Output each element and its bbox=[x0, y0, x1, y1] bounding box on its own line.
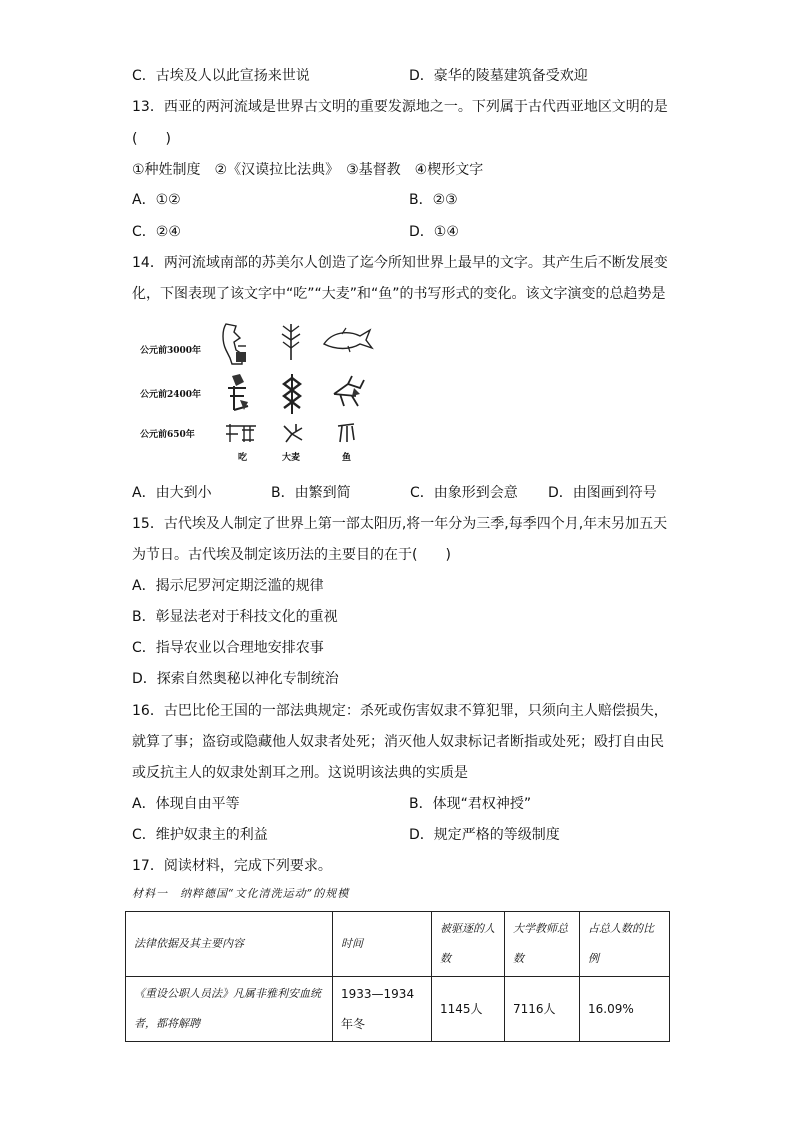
q15-stem-line-1: 15．古代埃及人制定了世界上第一部太阳历,将一年分为三季,每季四个月,年末另加五天 bbox=[132, 516, 668, 532]
glyph-eat-early-cuneiform bbox=[224, 372, 254, 414]
header-teacher-total: 大学教师总数 bbox=[505, 912, 580, 977]
glyph-label-fish: 鱼 bbox=[342, 453, 352, 463]
q12-option-d: D．豪华的陵墓建筑备受欢迎 bbox=[409, 68, 588, 84]
glyph-fish-early-cuneiform bbox=[330, 374, 366, 410]
q13-paren: ( ) bbox=[132, 131, 171, 147]
cuneiform-evolution-figure bbox=[140, 318, 390, 464]
q13-option-d: D．①④ bbox=[409, 224, 459, 240]
q13-stem: 13．西亚的两河流域是世界古文明的重要发源地之一。下列属于古代西亚地区文明的是 bbox=[132, 99, 668, 115]
header-legal-basis: 法律依据及其主要内容 bbox=[126, 912, 333, 977]
q14-option-a: A．由大到小 bbox=[132, 485, 212, 501]
header-ratio: 占总人数的比例 bbox=[580, 912, 670, 977]
q13-option-a: A．①② bbox=[132, 192, 181, 208]
glyph-fish-pictograph bbox=[322, 326, 374, 356]
material-one-caption: 材料一 纳粹德国“文化清洗运动”的规模 bbox=[132, 887, 350, 900]
q15-option-a: A．揭示尼罗河定期泛滥的规律 bbox=[132, 578, 324, 594]
header-time: 时间 bbox=[333, 912, 432, 977]
era-label-650bc: 公元前650年 bbox=[140, 430, 195, 440]
q13-option-b: B．②③ bbox=[409, 192, 458, 208]
q13-option-c: C．②④ bbox=[132, 224, 181, 240]
glyph-barley-pictograph bbox=[278, 322, 304, 362]
q12-option-c: C．古埃及人以此宣扬来世说 bbox=[132, 68, 310, 84]
q15-option-b: B．彰显法老对于科技文化的重视 bbox=[132, 609, 338, 625]
table-row bbox=[126, 977, 670, 1042]
q15-stem-line-2: 为节日。古代埃及制定该历法的主要目的在于( ) bbox=[132, 547, 451, 563]
glyph-label-barley: 大麦 bbox=[282, 453, 301, 463]
q15-option-d: D．探索自然奥秘以神化专制统治 bbox=[132, 671, 339, 687]
q16-option-b: B．体现“君权神授” bbox=[409, 796, 532, 812]
cell-time: 1933—1934年冬 bbox=[333, 977, 432, 1042]
cell-legal-basis: 《重设公职人员法》凡属非雅利安血统者，都将解聘 bbox=[126, 977, 333, 1042]
glyph-eat-pictograph bbox=[220, 320, 252, 366]
table-header-row bbox=[126, 912, 670, 977]
q16-stem-line-2: 就算了事；盗窃或隐藏他人奴隶者处死；消灭他人奴隶标记者断指或处死；殴打自由民 bbox=[132, 734, 664, 750]
q16-stem-line-3: 或反抗主人的奴隶处割耳之刑。这说明该法典的实质是 bbox=[132, 765, 468, 781]
cell-ratio: 16.09% bbox=[580, 977, 670, 1042]
q16-option-d: D．规定严格的等级制度 bbox=[409, 827, 560, 843]
material-one-table bbox=[125, 911, 670, 1042]
glyph-barley-late-cuneiform bbox=[280, 422, 306, 444]
cell-expelled-count: 1145人 bbox=[432, 977, 505, 1042]
q15-option-c: C．指导农业以合理地安排农事 bbox=[132, 640, 324, 656]
q14-option-c: C．由象形到会意 bbox=[410, 485, 518, 501]
q14-stem-line-2: 化，下图表现了该文字中“吃”“大麦”和“鱼”的书写形式的变化。该文字演变的总趋势是 bbox=[132, 286, 666, 302]
q14-option-b: B．由繁到简 bbox=[271, 485, 351, 501]
q13-items: ①种姓制度 ②《汉谟拉比法典》 ③基督教 ④楔形文字 bbox=[132, 162, 484, 178]
era-label-3000bc: 公元前3000年 bbox=[140, 346, 202, 356]
glyph-fish-late-cuneiform bbox=[336, 422, 356, 444]
cell-teacher-total: 7116人 bbox=[505, 977, 580, 1042]
q16-option-a: A．体现自由平等 bbox=[132, 796, 240, 812]
header-expelled-count: 被驱逐的人数 bbox=[432, 912, 505, 977]
glyph-eat-late-cuneiform bbox=[224, 422, 258, 444]
q14-option-d: D．由图画到符号 bbox=[548, 485, 657, 501]
q17-stem: 17．阅读材料，完成下列要求。 bbox=[132, 858, 332, 874]
q16-stem-line-1: 16．古巴比伦王国的一部法典规定：杀死或伤害奴隶不算犯罪，只须向主人赔偿损失， bbox=[132, 703, 668, 719]
glyph-barley-early-cuneiform bbox=[280, 372, 304, 416]
era-label-2400bc: 公元前2400年 bbox=[140, 390, 202, 400]
glyph-label-eat: 吃 bbox=[238, 453, 248, 463]
q16-option-c: C．维护奴隶主的利益 bbox=[132, 827, 268, 843]
q14-stem-line-1: 14．两河流域南部的苏美尔人创造了迄今所知世界上最早的文字。其产生后不断发展变 bbox=[132, 255, 668, 271]
